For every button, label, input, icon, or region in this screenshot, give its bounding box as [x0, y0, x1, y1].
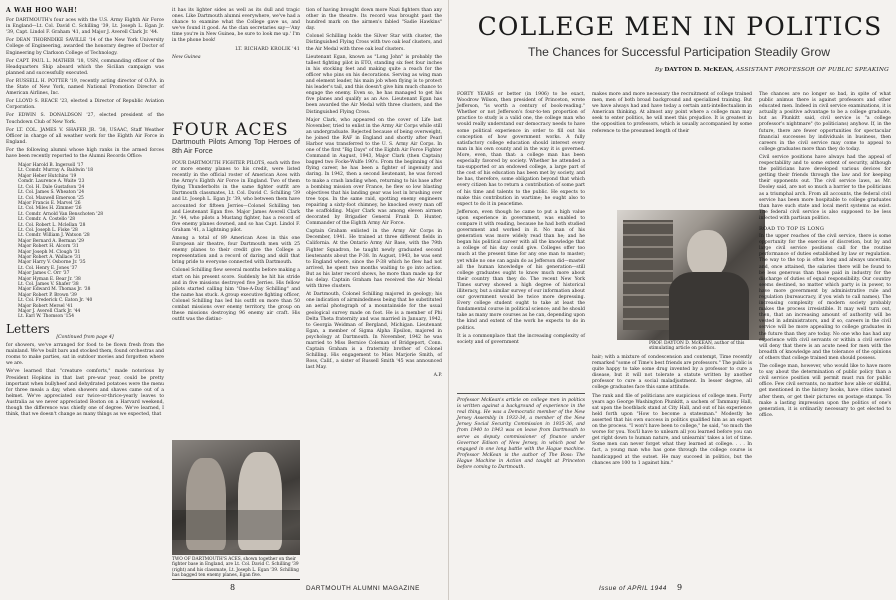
honor-roll-item: Lt. Comdr. William J. Watson '28: [18, 233, 90, 239]
page-number-right: 9: [677, 583, 683, 592]
pilots-photo-caption: TWO OF DARTMOUTH'S ACES, shown together on their fighter base in England, are Lt. Col. David C. Schilling '39 (right) and his classmate, Lt. Joseph L. Egan '39. Schilling has bagged ten enemy planes, Egan five.: [172, 557, 299, 579]
honor-paragraph: For the following alumni whose high ranks in the armed forces have been recently reported to the Alumni Records Office:: [6, 147, 164, 159]
honor-roll-item: Major Heber Hutchins '19: [18, 173, 77, 179]
issue-footer: Issue of APRIL 1944: [599, 585, 667, 592]
article-paragraph: makes more and more necessary the recruitment of college trained men, men of both broad background and specialized training. But we have always had and have today a certain anti-intellectualism in American thinking. At almost any point where a college man may seek to enter politics, he will meet this prejudice. It is greatest in the opposition to professors, which is usually accompanied by some reference to the presumed length of their: [592, 92, 752, 134]
article-title: COLLEGE MEN IN POLITICS: [477, 12, 883, 41]
honor-roll-item: Lt. Comdr. A. Costello '28: [18, 217, 76, 223]
honor-paragraph: For LT. COL. JAMES V. SHAFER JR. '38, USAAC, Staff Weather Officer in charge of all weather work for the Eighth Air Force in England.: [6, 127, 164, 145]
byline-prefix: By: [654, 67, 663, 73]
article-paragraph: It is a commonplace that the increasing complexity of society and of government: [457, 333, 585, 345]
honor-roll-item: Lt. Earl W. Thomson '154: [18, 314, 74, 320]
honor-roll-item: Lt. Comdr. Murray A. Baldwin '18: [18, 168, 94, 174]
four-aces-title: FOUR ACES: [172, 119, 289, 140]
article-paragraph: The college man, however, who would like to have more to say about the determination of public policy than a civil service position will permit must run for public office. Few civil servants, no matter how able or skillful, get mentioned in the history books, have cities named after them, or get their pictures on postage stamps. To make a lasting impression upon the politics of one's generation, it is ordinarily necessary to get elected to office.: [759, 364, 891, 418]
right-column-2: [592, 92, 752, 137]
article-paragraph: FORTY YEARS or better (in 1906) to be exact, Woodrow Wilson, then president of Princeton, wrote Jefferson, "is worth a century of book-reading." Whether or not Jefferson's four-to-ten proportion of practice to study is a valid one, the college man who would really understand our democracy needs to have some political experience in order to fill out his conception of how government works. A fully satisfactory college education should interest every man in his own county and in the way it is governed. More, even, than that: a college man has been especially favored by society. Whether he attended a tax-supported or an endowed college, a large part of the cost of his education has been met by society, and he has, therefore, some obligation beyond that which every citizen has to return a contribution of some part of his time and talents to the public. He expects to make this contribution in wartime; he ought also to expect to do it in peacetime.: [457, 92, 585, 207]
article-paragraph: Among a total of 89 American Aces in this one European air theatre, four Dartmouth men with 25 enemy planes to their credit give the College a representation and a record of daring and skill that bring pride to everyone connected with Dartmouth.: [172, 235, 300, 266]
honor-roll-item: Comdr. Laurence A. Waite '23: [18, 179, 85, 185]
right-column-2-lower: [592, 355, 752, 469]
honor-roll-item: Lt. Col. Frederick C. Eaton Jr. '40: [18, 298, 93, 304]
left-column-3: [306, 8, 442, 382]
left-column-2: [172, 8, 300, 325]
honor-roll-item: Major Robert Mersel '41: [18, 303, 73, 309]
honor-roll-item: Lt. Col. Robert L. Mclellan '28: [18, 222, 86, 228]
honor-roll-item: Major Hyman E. Bear Jr. '38: [18, 276, 81, 282]
honor-paragraph: For EDWIN S. DONALDSON '27, elected president of the Touchdown Club of New York.: [6, 113, 164, 125]
honor-roll-item: Lt. Col. Miles H. Zimmer '26: [18, 206, 82, 212]
article-paragraph: At Dartmouth, Colonel Schilling majored in geology; his one indication of airmindedness being that he substituted an aerial photograph of a mountainside for the usual geological survey made on foot. He is a member of Phi Delta Theta fraternity and was married in January, 1942, to Georgia Weidman of Bergland, Michigan. Lieutenant Egan, a member of Sigma Alpha Epsilon, majored in psychology at Dartmouth. In November, 1942 he was married to Miss Bernice Coleman of Bridgeport, Conn. Captain Graham is a fraternity brother of Colonel Schilling. His engagement to Miss Marjorie Smith, of Ross, Calif., a sister of Russell Smith '45 was announced last May.: [306, 292, 442, 371]
honor-roll-item: Major Harry V. Osborne Jr. '35: [18, 260, 86, 266]
honor-paragraph: For RUSSELL H. POTTER '19, recently acting director of O.P.A. in the State of New York, named National Promotion Director of American Airlines, Inc.: [6, 78, 164, 97]
byline-role: ASSISTANT PROFESSOR OF PUBLIC SPEAKING: [735, 67, 889, 73]
honor-paragraph: For CAPT. PAUL L. MATHER '18, USN, commanding officer of the Headquarters Ship aboard which the Sicilian campaign was planned and successfully executed.: [6, 58, 164, 76]
article-paragraph: Captain Graham enlisted in the Army Air Corps in December, 1941. He trained at three different fields in California. At the Ontario Army Air Base, with the 79th Fighter Squadron, he taught newly graduated second lieutenants about the P-38. In August, 1943, he was sent to England where, since the P-38 which he flew had not arrived, he spent two months waiting to go into action. But as his later record shows, he more than made up for his delay. Captain Graham has received the Air Medal with three clusters.: [306, 229, 442, 290]
article-paragraph: Lieutenant Egan, known as "Long John" is probably the tallest fighting pilot in ETO, standing six feet four inches in his stocking feet and making quite a reach for the officer who pins on his decorations. Serving as wing man and element leader, his main job when flying is to protect his leader's tail, and this doesn't give him much chance to engage the enemy. Even so, he has managed to get his five planes and qualify as an Ace. Lieutenant Egan has been awarded the Air Medal with three clusters, and the Distinguished Flying Cross.: [306, 54, 442, 115]
section-subhead: ROAD TO TOP IS LONG: [759, 225, 825, 232]
article-paragraph: Major Clark, who appeared on the cover of Life last November, tried to enlist in the Army Air Corps while still an undergraduate. Rejected because of being overweight, he joined the RAF in England and shortly after Pearl Harbor was transferred to the U. S. Army Air Corps. In one of the first "Big Days" of the Eighth Air Force Fighter Command in August, 1943, Major Clark (then Captain) bagged two Focke-Wulfe 190's. From the beginning of his flying career, he has been a fighter of ingenuity and daring. In 1942, then a second lieutenant, he was forced to make a crash landing when, returning to his base after a bombing mission over France, he flew so low blasting objectives that his landing gear was lost in brushing over tree tops. In the same raid, spotting enemy engineers repairing a sixty-foot chimney, he knocked every man off the scaffolding. Major Clark was among eleven airmen decorated by Brigadier General Frank D. Hunter, Commander of the Eighth Army Air Force.: [306, 117, 442, 227]
right-column-3: [759, 92, 891, 421]
page-number-left: 8: [230, 583, 236, 592]
article-paragraph: The chances are no longer so bad, in spite of what public animus there is against professors and other educated men. Indeed in civil service examinations, it is actually a positive advantage to be a college graduate, but as Plunkitt said, civil service is "a college professor's nightmare" (to politicians) anyhow. If, in the future, there are fewer opportunities for spectacular financial successes by individuals in business, then careers in the civil service may come to appeal to college graduates more than they do today.: [759, 92, 891, 152]
letters-paragraph: We've learned that "creature comforts," made notorious by President Hopkins in that last pre-war year, could be pretty important when bullyheef and dehydrated potatoes were the menu for three meals a day, when showers and shaves came out of a helmet. We've appreciated our twice-or-thrice-yearly leaves to Australia as we never appreciated Boston on a Harvard weekend, though the difference was chiefly one of degree. We've learned, I think, that we doesn't change as many things as we expected, that: [6, 369, 164, 418]
honor-roll-item: Lt. Col. Maxwell Emerson '25: [18, 195, 84, 201]
article-paragraph: FOUR DARTMOUTH FIGHTER PILOTS, each with five or more enemy planes to his credit, were listed recently in the official roster of American Aces with the Army's Eighth Air Force in England. Two of them flying Thunderbolts in the same fighter outfit are Dartmouth classmates, Lt. Col. David C. Schilling '39 and Lt. Joseph L. Egan Jr. '39, who between them have accounted for fifteen Jerries—Colonel Schilling ten and Lieutenant Egan five. Major James Averell Clark Jr. '44, who pilots a Mustang fighter, has a record of five enemy planes downed, and so has Capt. Lindol F. Graham '41, a Lightning pilot.: [172, 160, 300, 233]
article-paragraph: In the upper reaches of the civil service, there is some opportunity for the exercise of discretion, but by and large civil service positions call for the routine performance of duties established by law or regulation. The way to the top is often long and always uncertain, and, once attained, the salaries there will be found to be less generous than those paid in industry for the discharge of duties of equal responsibility. Our country seems destined, no matter which party is in power, to have more government by administrative rule and regulation (bureaucracy, if you wish to call names). The increasing complexity of modern society probably makes the process irresistible. It may well turn out, then, that an increasing amount of authority will be vested in administrators, and if so, careers in the civil service will be more appealing to college graduates in the future than they are today. No one who has had any experience with civil servants or within a civil service will deny that there is an acute need for men with the breadth of knowledge and the tolerance of the opinions of others that college trained men should possess.: [759, 234, 891, 361]
honor-paragraph: For DARTMOUTH's four aces with the U.S. Army Eighth Air Force in England—Lt. Col. David C. Schilling '39, Lt. Joseph L. Egan Jr. '39, Capt. Lindol F. Graham '41, and Major J. Averell Clark Jr. '44.: [6, 18, 164, 36]
honor-roll-item: Lt. Col. James S. Wheaton '24: [18, 190, 85, 196]
article-signature: A.P.: [433, 373, 442, 379]
article-paragraph: The rank and file of politicians are suspicious of college men. Forty years ago George Washington Plunkitt, a sachem of Tammany Hall, sat upon the bootblack stand at City Hall, and out of his experience held forth upon "How to become a statesman." Modestly he asserted that his own success in politics qualified him as an expert on the process. "I won't have been to college," he said, "so much the worse for you. You'll have to unlearn all you learned before you can get right down to human nature, and unlearnin' takes a lot of time. Some men can never forget what they learned at college. . . . In fact, a young man who has gone through the college course is handicapped at the outset. He may succeed in politics, but the chances are 100 to 1 against him.": [592, 393, 752, 466]
honor-roll-item: Major Francis E. Marvel '26: [18, 200, 81, 206]
article-paragraph: hair; with a mixture of condescension and contempt, Time recently remarked "some of Time's best friends are professors." The public is quite happy to take some drug invented by a professor to cure a disease, but it will not tolerate a statute written by another professor to cure a social maladjustment. In lesser degree, all college graduates face this same attitude.: [592, 355, 752, 391]
honor-roll-item: Major Edward M. Thomas Jr. '38: [18, 287, 91, 293]
letters-continued: [Continued from page 4]: [56, 334, 114, 340]
honor-roll-item: Major Robert A. Wallace '31: [18, 254, 81, 260]
right-page: [448, 0, 896, 600]
magazine-footer: DARTMOUTH ALUMNI MAGAZINE: [306, 585, 420, 592]
article-paragraph: Jefferson, even though he came to put a high value upon experience in government, was enabled to compare it with reading, because he had both studied government and worked in it. No man of his generation was more widely read than he; and he began his political career with all the knowledge that a college of his day could give. Colleges offer too much at the present time for any one man to master; yet while no one can again do as Jefferson did—master all the human knowledge of his generation—still college graduates ought to know much more about their country than they do. The recent New York Times survey showed a high degree of historical illiteracy, but a similar survey of our information about our government would be twice more depressing. Every college student ought to take at least the fundamental course in political science; and he should take as many more courses as he can, depending upon the kind and extent of the work he expects to do in politics.: [457, 209, 585, 331]
honor-roll-item: Major Robert P. Brown '39: [18, 292, 77, 298]
four-aces-subtitle: Dartmouth Pilots Among Top Heroes of 8th Air Force: [172, 136, 300, 155]
honor-roll-item: Major Harold B. Ingersoll '17: [18, 163, 84, 169]
author-note: [457, 390, 585, 471]
honor-roll-item: Lt. Col. James V. Shafer '38: [18, 282, 79, 287]
author-note-text: Professor McKean's article on college men in politics is written against a background of experience in the real thing. He was a Democratic member of the New Jersey Assembly in 1933-34, a member of the New Jersey Social Security Commission in 1935-36, and from 1940 to 1943 was on leave from Dartmouth to serve as deputy commissioner of finance under Governor Edison of New Jersey, in which post he engaged in one long battle with the Hague machine. Professor McKean is the author of The Boss: The Hague Machine in Action and taught at Princeton before coming to Dartmouth.: [457, 398, 585, 471]
author-photo: [617, 210, 765, 340]
author-photo-caption: PROF. DAYTON D. McKEAN, author of this stimulating article on politics.: [649, 341, 745, 352]
hoo-header: A WAH HOO WAH!: [6, 7, 78, 14]
honor-roll-item: Major J. Averell Clark Jr. '44: [18, 309, 81, 315]
honor-roll-item: Lt. Comdr. Arnold Van Benschoten '28: [18, 211, 104, 217]
article-paragraph: tion of having brought down more Nazi fighters than any other in the theatre. Its record was brought past the hundred mark on the airmen's fabled "Sadie Hawkins" day.: [306, 8, 442, 32]
byline-author: DAYTON D. McKEAN,: [664, 67, 735, 73]
honor-paragraph: For DEAN THORNDIKE SAVILLE '14 of the New York University College of Engineering, awarded the honorary degree of Doctor of Engineering by Clarkson College of Technology.: [6, 38, 164, 56]
byline: [599, 67, 889, 73]
letters-heading: Letters: [6, 321, 50, 336]
honor-roll-item: Major Bernard A. Berman '29: [18, 238, 84, 244]
letter-ending: it has its lighter sides as well as its dull and tragic ones. Like Dartmouth alumni everywhere, we've had a chance to examine what the College gave us, and we've found it good. As the clan secretaries say—'Any time you're in New Guinea, be sure to look me up.' I'm in the phone book!: [172, 8, 300, 44]
honor-roll-item: Major James C. Orr '37: [18, 271, 70, 277]
honor-roll-item: Lt. Col. Joseph L. Fiske '28: [18, 227, 78, 233]
article-paragraph: Colonel Schilling flew several months before making a start on his present score. Suddenly he hit his stride and in five missions destroyed five Jerries. His fellow pilots started calling him "One-A-Day Schilling" and the name has stuck. A group executive fighting officer, Colonel Schilling has led his outfit on more than 50 combat missions over enemy territory, the group on these missions destroying 96 enemy air craft. His outfit was the distinc-: [172, 268, 300, 323]
honor-roll-item: Lt. Col. H. Dale Gustafson '24: [18, 184, 85, 190]
honor-roll-item: Major Joseph M. Clough '31: [18, 249, 81, 255]
letter-place: New Guinea: [172, 54, 201, 60]
letters-paragraph: for showers, we've arranged for food to be flown fresh from the mainland. We've built bars and stocked them, found orchestras and rooms to make parties, sat in outdoor movies and forgotten where we are.: [6, 343, 164, 367]
article-paragraph: Colonel Schilling holds the Silver Star with cluster, the Distinguished Flying Cross with two oak leaf clusters, and the Air Medal with three oak leaf clusters.: [306, 34, 442, 52]
honor-roll-item: Major Robert H. Alcorn '31: [18, 244, 79, 250]
letter-signature: LT. RICHARD KROLIK '41: [235, 46, 300, 52]
honor-paragraph: For LLOYD S. REACE '23, elected a Director of Republic Aviation Corporation.: [6, 99, 164, 111]
honor-roll-item: Lt. Col. Henry E. Jones '37: [18, 265, 78, 271]
note-rule: [457, 393, 585, 394]
article-paragraph: Civil service positions have always had the appeal of respectability and to some extent of security, although the politicians have developed various devices for getting their friends through the law and for keeping their opponents out. The civil service laws, as Mr. Dooley said, are not so much a barrier to the politicians as a triumphal arch. From all accounts, the federal civil service has been more hospitable to college graduates than have such state and local merit systems as exist. The federal civil service is also supposed to be less infected with partisan politics.: [759, 154, 891, 221]
article-subtitle: The Chances for Successful Participation Steadily Grow: [527, 45, 831, 59]
honor-roll-list: [18, 163, 164, 320]
left-column-1: [6, 8, 164, 420]
right-column-1: [457, 92, 585, 348]
